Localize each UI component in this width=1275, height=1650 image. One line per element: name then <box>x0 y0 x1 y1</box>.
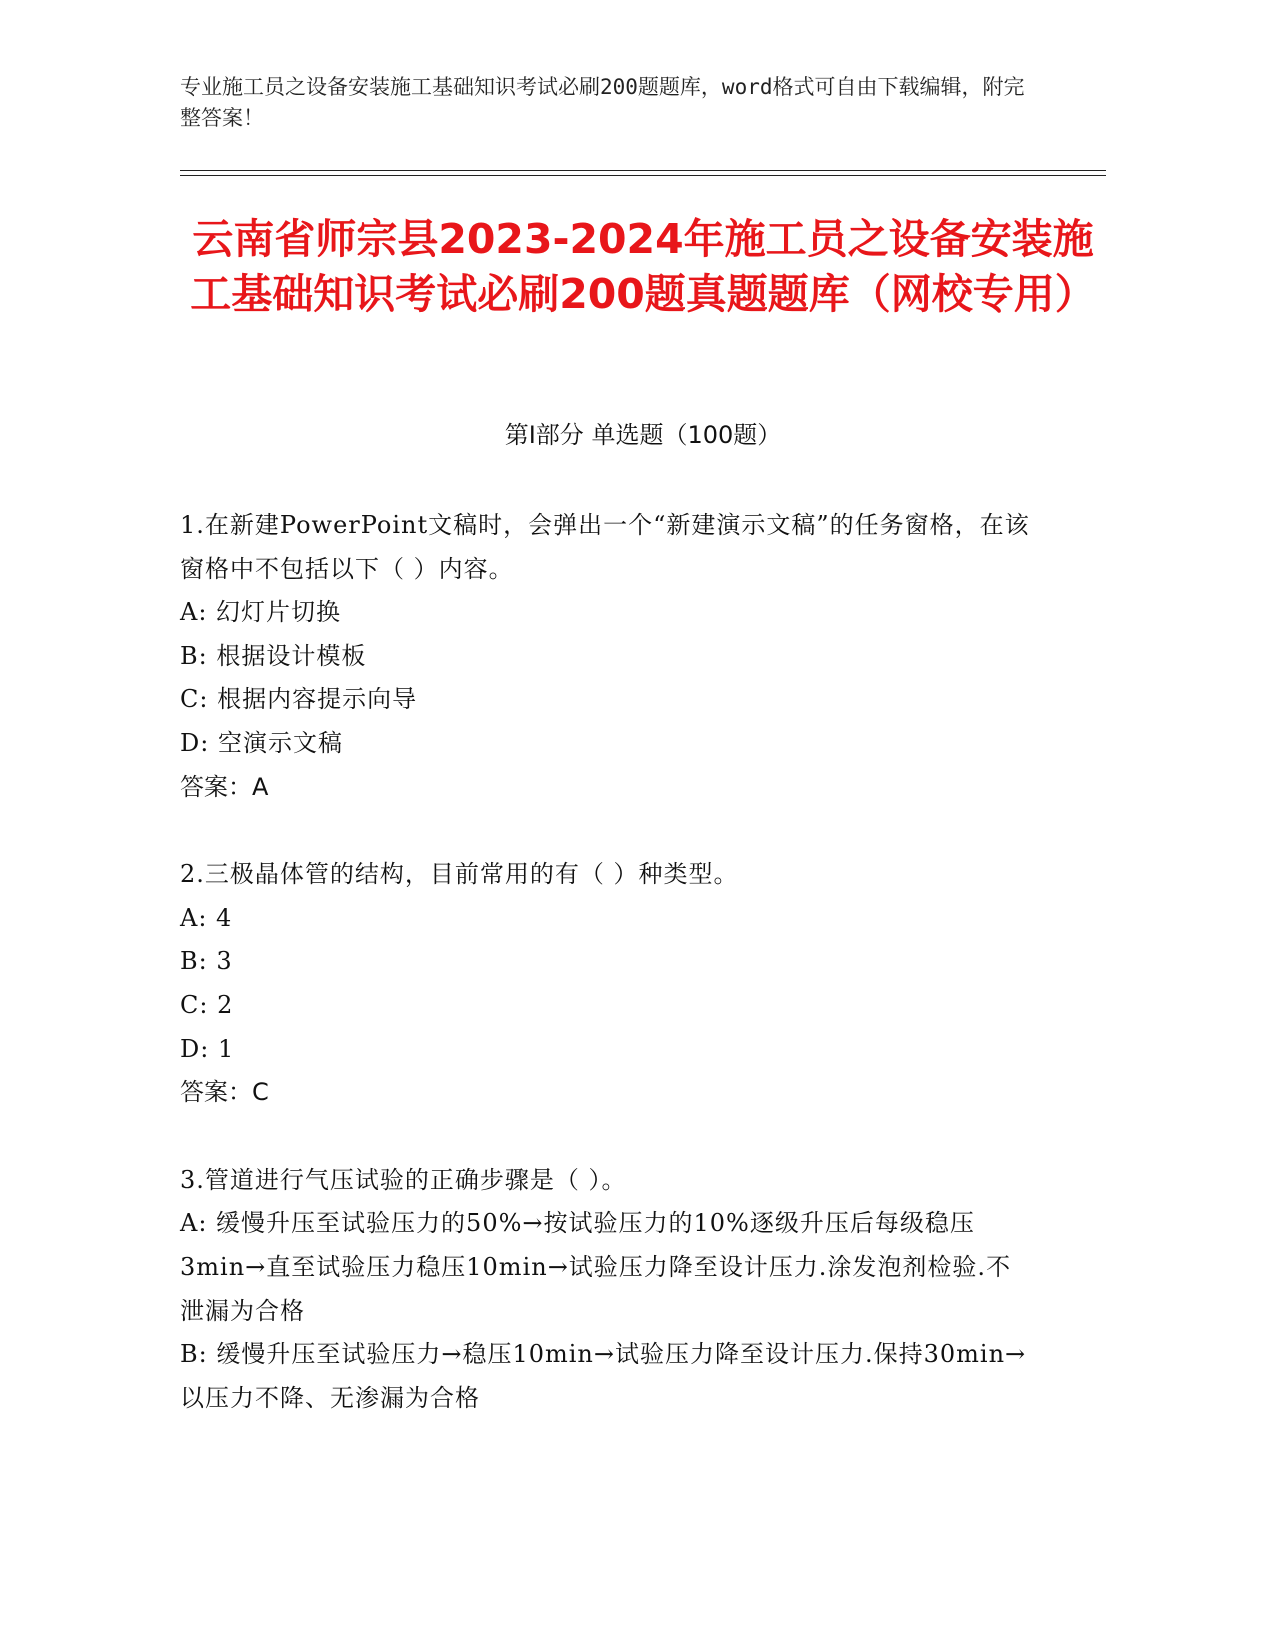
header-divider-top <box>180 170 1106 171</box>
option-b: B: 根据设计模板 <box>180 641 367 670</box>
option-a: A: 4 <box>180 903 233 932</box>
question-stem: 2.三极晶体管的结构，目前常用的有（ ）种类型。 <box>180 860 739 889</box>
option-b: B: 3 <box>180 947 233 976</box>
header-note: 专业施工员之设备安装施工基础知识考试必刷200题题库，word格式可自由下载编辑，附完整答案！ <box>180 75 1025 130</box>
option-a: A: 缓慢升压至试验压力的50%→按试验压力的10%逐级升压后每级稳压3min→直至试验压力稳压10min→试验压力降至设计压力.涂发泡剂检验.不泄漏为合格 <box>180 1209 1012 1325</box>
option-b: B: 缓慢升压至试验压力→稳压10min→试验压力降至设计压力.保持30min→以压力不降、无渗漏为合格 <box>180 1340 1027 1412</box>
question-stem: 3.管道进行气压试验的正确步骤是（ ）。 <box>180 1165 627 1194</box>
question-3 <box>180 1159 1030 1421</box>
section-heading: 第I部分 单选题（100题） <box>504 421 782 449</box>
question-2 <box>180 853 1030 1115</box>
question-list <box>180 504 1030 1464</box>
option-c: C: 根据内容提示向导 <box>180 685 418 714</box>
answer-line: 答案：A <box>180 772 269 801</box>
option-c: C: 2 <box>180 990 234 1019</box>
option-a: A: 幻灯片切换 <box>180 598 342 627</box>
header-divider-bottom <box>180 175 1106 176</box>
question-stem: 1.在新建PowerPoint文稿时，会弹出一个“新建演示文稿”的任务窗格，在该窗格中不包括以下（ ）内容。 <box>180 511 1030 583</box>
document-title: 云南省师宗县2023-2024年施工员之设备安装施工基础知识考试必刷200题真题题库（网校专用） <box>190 215 1096 318</box>
answer-line: 答案：C <box>180 1078 269 1107</box>
option-d: D: 1 <box>180 1034 235 1063</box>
question-1 <box>180 504 1030 809</box>
option-d: D: 空演示文稿 <box>180 728 343 757</box>
